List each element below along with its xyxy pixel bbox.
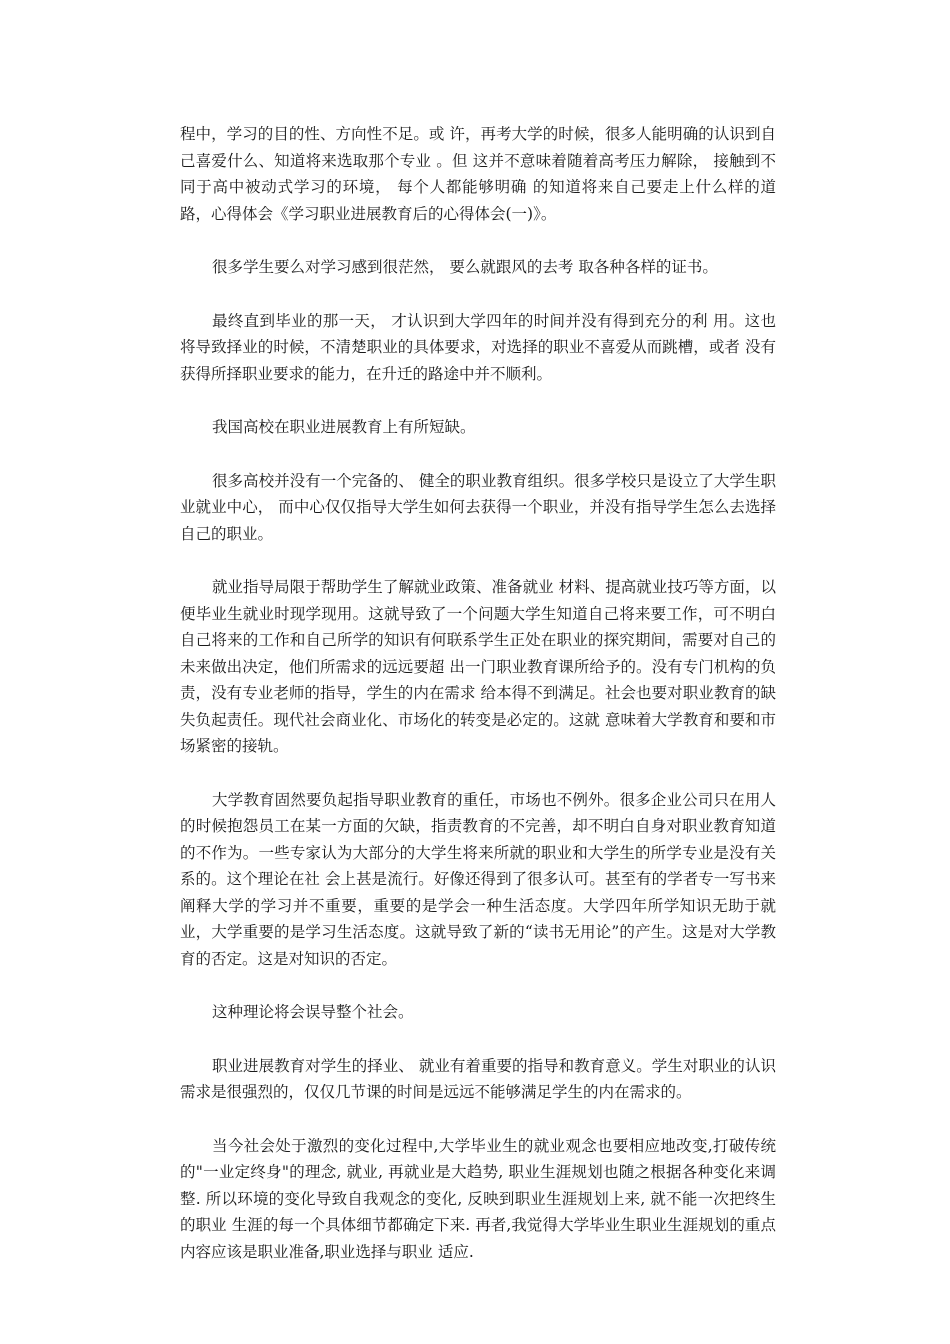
paragraph-1: 程中，学习的目的性、方向性不足。或 许，再考大学的时候，很多人能明确的认识到自己喜爱什么、知道将来选取那个专业 。但 这并不意味着随着高考压力解除， 接触到不同于高中被动式学习的环境， 每个人都能够明确 的知道将来自己要走上什么样的道路，心得体会《学习职业进展教育后的心得体会(一)》。: [180, 125, 776, 223]
paragraph-5: 很多高校并没有一个完备的、 健全的职业教育组织。很多学校只是设立了大学生职业就业中心， 而中心仅仅指导大学生如何去获得一个职业，并没有指导学生怎么去选择自己的职业。: [180, 471, 776, 543]
document-body: [180, 121, 776, 1292]
paragraph-10: 当今社会处于激烈的变化过程中,大学毕业生的就业观念也要相应地改变,打破传统 的"一业定终身"的理念, 就业, 再就业是大趋势, 职业生涯规划也随之根据各种变化来调整. 所以环境的变化导致自我观念的变化, 反映到职业生涯规划上来, 就不能一次把终生的职业 生涯的每一个具体细节都确定下来. 再者,我觉得大学毕业生职业生涯规划的重点内容应该是职业准备,职业选择与职业 适应.: [180, 1136, 776, 1261]
paragraph-4: 我国高校在职业进展教育上有所短缺。: [212, 418, 476, 436]
paragraph-2: 很多学生要么对学习感到很茫然， 要么就跟风的去考 取各种各样的证书。: [212, 258, 718, 276]
paragraph-7: 大学教育固然要负起指导职业教育的重任，市场也不例外。很多企业公司只在用人的时候抱怨员工在某一方面的欠缺，指责教育的不完善，却不明白自身对职业教育知道的不作为。一些专家认为大部分的大学生将来所就的职业和大学生的所学专业是没有关系的。这个理论在社 会上甚是流行。好像还得到了很多认可。甚至有的学者专一写书来阐释大学的学习并不重要，重要的是学会一种生活态度。大学四年所学知识无助于就业，大学重要的是学习生活态度。这就导致了新的“读书无用论”的产生。这是对大学教育的否定。这是对知识的否定。: [180, 790, 776, 968]
paragraph-6: 就业指导局限于帮助学生了解就业政策、准备就业 材料、提高就业技巧等方面，以便毕业生就业时现学现用。这就导致了一个问题大学生知道自己将来要工作，可不明白自己将来的工作和自己所学的知识有何联系学生正处在职业的探究期间，需要对自己的未来做出决定，他们所需求的远远要超 出一门职业教育课所给予的。没有专门机构的负责，没有专业老师的指导，学生的内在需求 给本得不到满足。社会也要对职业教育的缺失负起责任。现代社会商业化、市场化的转变是必定的。这就 意味着大学教育和要和市场紧密的接轨。: [180, 578, 776, 755]
paragraph-3: 最终直到毕业的那一天， 才认识到大学四年的时间并没有得到充分的利 用。这也将导致择业的时候，不清楚职业的具体要求，对选择的职业不喜爱从而跳槽，或者 没有获得所择职业要求的能力，在升迁的路途中并不顺利。: [180, 311, 776, 383]
paragraph-9: 职业进展教育对学生的择业、 就业有着重要的指导和教育意义。学生对职业的认识需求是很强烈的，仅仅几节课的时间是远远不能够满足学生的内在需求的。: [180, 1056, 776, 1101]
paragraph-8: 这种理论将会误导整个社会。: [212, 1003, 414, 1021]
